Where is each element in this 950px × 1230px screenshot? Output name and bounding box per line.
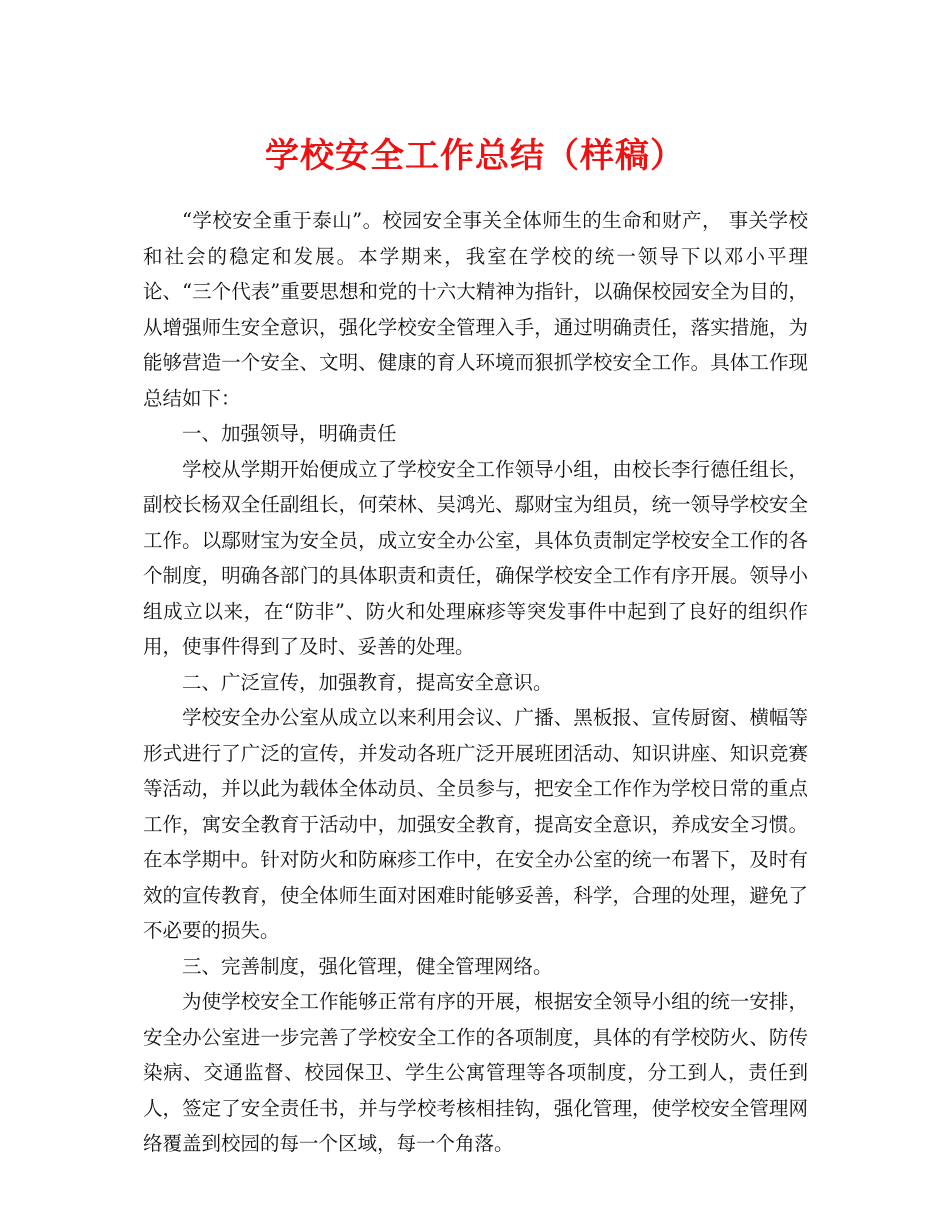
paragraph-section-1: 学校从学期开始便成立了学校安全工作领导小组，由校长李行德任组长，副校长杨双全任副组长，何荣林、吴鸿光、鄢财宝为组员，统一领导学校安全工作。以鄢财宝为安全员，成立安全办公室，具体负责制定学校安全工作的各个制度，明确各部门的具体职责和责任，确保学校安全工作有序开展。领导小组成立以来，在“防非”、防火和处理麻疹等突发事件中起到了良好的组织作用，使事件得到了及时、妥善的处理。 bbox=[143, 457, 808, 658]
document-body bbox=[143, 203, 808, 1162]
section-heading-1: 一、加强领导，明确责任 bbox=[182, 422, 397, 445]
paragraph-intro: “学校安全重于泰山”。校园安全事关全体师生的生命和财产， 事关学校和社会的稳定和发展。本学期来，我室在学校的统一领导下以邓小平理论、“三个代表”重要思想和党的十六大精神为指针，以确保校园安全为目的，从增强师生安全意识，强化学校安全管理入手，通过明确责任，落实措施，为能够营造一个安全、文明、健康的育人环境而狠抓学校安全工作。具体工作现总结如下： bbox=[143, 209, 808, 410]
section-heading-2: 二、广泛宣传，加强教育，提高安全意识。 bbox=[182, 670, 553, 694]
section-heading-3: 三、完善制度，强化管理，健全管理网络。 bbox=[182, 954, 553, 978]
paragraph-section-2: 学校安全办公室从成立以来利用会议、广播、黑板报、宣传厨窗、横幅等形式进行了广泛的宣传，并发动各班广泛开展班团活动、知识讲座、知识竞赛等活动，并以此为载体全体动员、全员参与，把安全工作作为学校日常的重点工作，寓安全教育于活动中，加强安全教育，提高安全意识，养成安全习惯。在本学期中。针对防火和防麻疹工作中，在安全办公室的统一布署下，及时有效的宣传教育，使全体师生面对困难时能够妥善，科学，合理的处理，避免了不必要的损失。 bbox=[143, 706, 808, 942]
document-title: 学校安全工作总结（样稿） bbox=[265, 136, 685, 176]
paragraph-section-3: 为使学校安全工作能够正常有序的开展，根据安全领导小组的统一安排，安全办公室进一步完善了学校安全工作的各项制度，具体的有学校防火、防传染病、交通监督、校园保卫、学生公寓管理等各项制度，分工到人，责任到人，签定了安全责任书，并与学校考核相挂钩，强化管理，使学校安全管理网络覆盖到校园的每一个区域，每一个角落。 bbox=[143, 990, 808, 1155]
